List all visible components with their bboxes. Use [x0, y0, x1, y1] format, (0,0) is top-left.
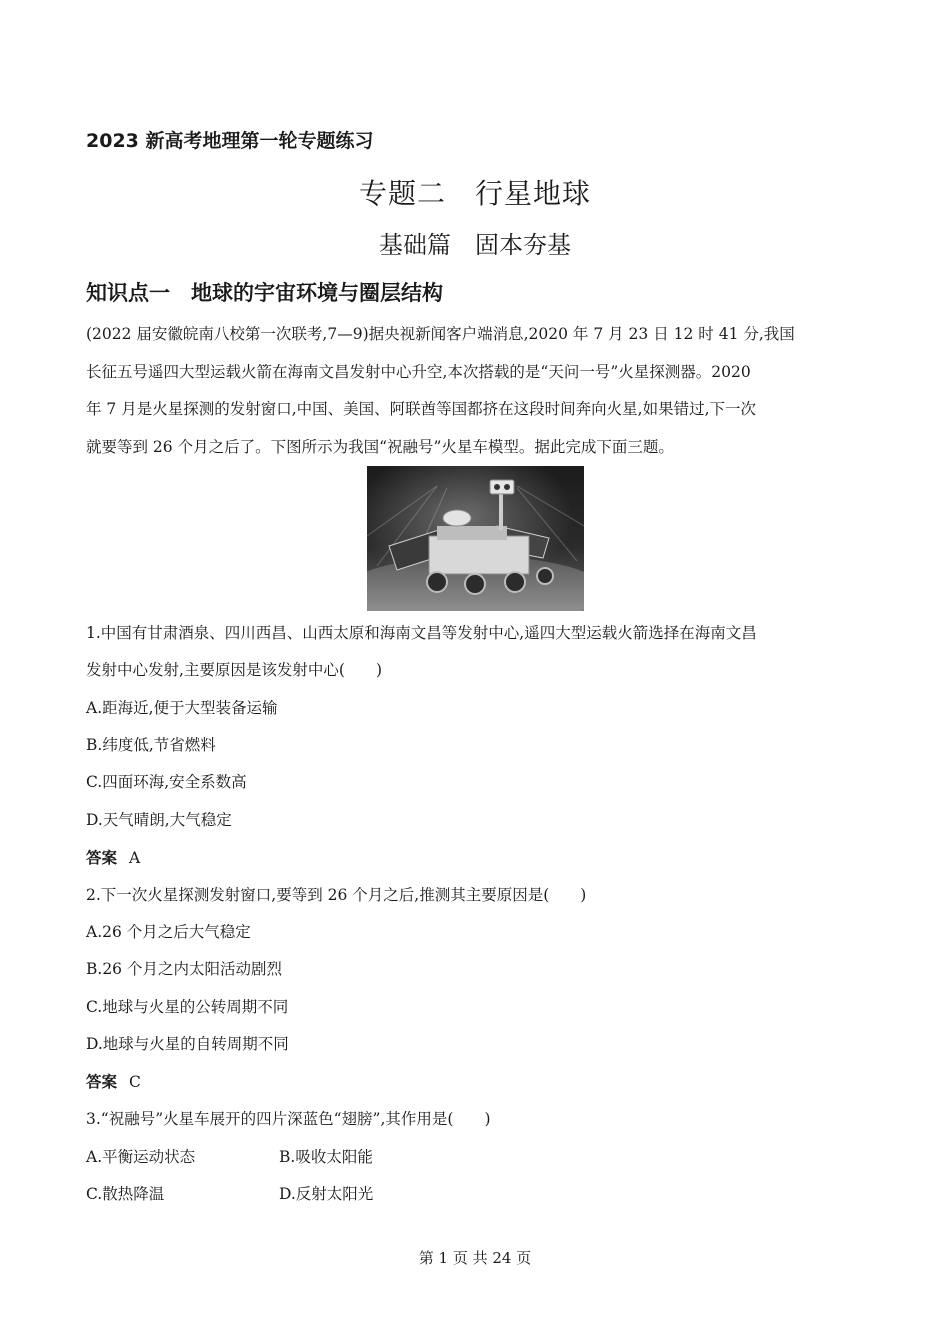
intro-line-3: 年 7 月是火星探测的发射窗口,中国、美国、阿联酋等国都挤在这段时间奔向火星,如果错过,下一次 [86, 400, 756, 418]
question-2-stem-line-1: 2.下一次火星探测发射窗口,要等到 26 个月之后,推测其主要原因是( ) [86, 886, 587, 904]
question-1-stem-line-2: 发射中心发射,主要原因是该发射中心( ) [86, 661, 383, 679]
question-1-option-c: C.四面环海,安全系数高 [86, 773, 247, 791]
question-2-option-a: A.26 个月之后大气稳定 [86, 923, 251, 941]
intro-line-1: (2022 届安徽皖南八校第一次联考,7—9)据央视新闻客户端消息,2020 年 7 月 23 日 12 时 41 分,我国 [86, 325, 795, 343]
question-2-option-c: C.地球与火星的公转周期不同 [86, 998, 289, 1016]
page-number: 第 1 页 共 24 页 [418, 1249, 532, 1267]
question-3-option-c: C.散热降温 [86, 1185, 165, 1203]
question-3-option-b: B.吸收太阳能 [279, 1148, 373, 1166]
mars-rover-photo [367, 466, 584, 611]
question-2-answer [86, 1070, 141, 1092]
section-subtitle: 基础篇 固本夯基 [379, 231, 571, 259]
question-2-option-d: D.地球与火星的自转周期不同 [86, 1035, 289, 1053]
question-1-option-b: B.纬度低,节省燃料 [86, 736, 216, 754]
intro-line-2: 长征五号遥四大型运载火箭在海南文昌发射中心升空,本次搭载的是“天问一号”火星探测器。2020 [86, 363, 751, 381]
question-2-option-b: B.26 个月之内太阳活动剧烈 [86, 960, 282, 978]
document-title: 2023 新高考地理第一轮专题练习 [86, 130, 374, 152]
answer-label: 答案 [86, 1073, 118, 1091]
answer-label: 答案 [86, 849, 118, 867]
topic-title: 专题二 行星地球 [358, 177, 591, 210]
knowledge-point-heading: 知识点一 地球的宇宙环境与圈层结构 [86, 281, 443, 305]
question-1-answer [86, 846, 140, 868]
answer-value: C [129, 1073, 141, 1091]
question-3-stem-line-1: 3.“祝融号”火星车展开的四片深蓝色“翅膀”,其作用是( ) [86, 1110, 491, 1128]
question-3-option-d: D.反射太阳光 [279, 1185, 374, 1203]
question-1-option-a: A.距海近,便于大型装备运输 [86, 699, 278, 717]
intro-line-4: 就要等到 26 个月之后了。下图所示为我国“祝融号”火星车模型。据此完成下面三题。 [86, 438, 674, 456]
question-1-option-d: D.天气晴朗,大气稳定 [86, 811, 232, 829]
question-3-option-a: A.平衡运动状态 [86, 1148, 196, 1166]
answer-value: A [129, 849, 141, 867]
question-1-stem-line-1: 1.中国有甘肃酒泉、四川西昌、山西太原和海南文昌等发射中心,遥四大型运载火箭选择在海南文昌 [86, 624, 757, 642]
